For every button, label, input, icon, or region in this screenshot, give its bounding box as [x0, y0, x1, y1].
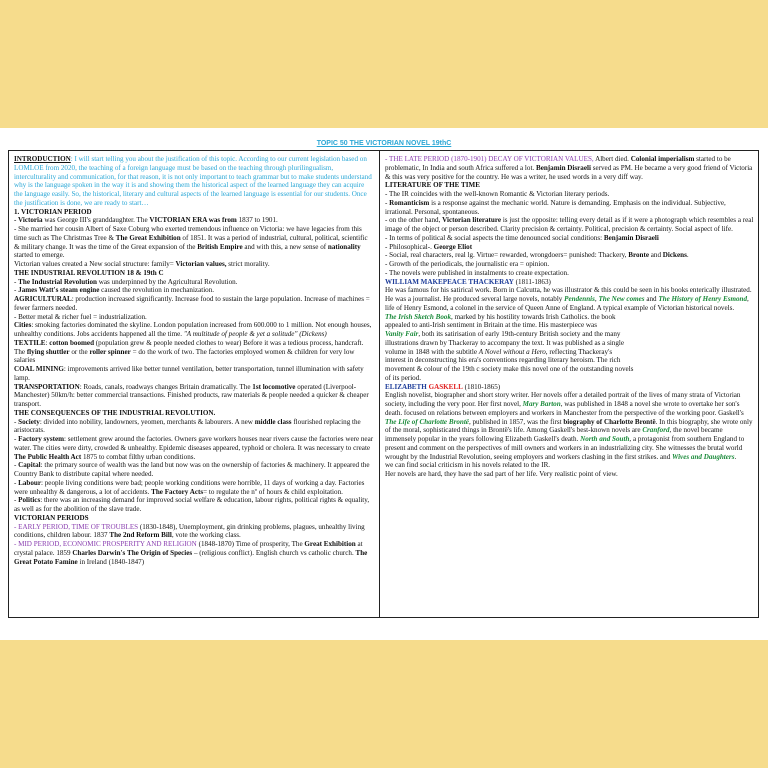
intro-label: INTRODUCTION: [14, 155, 71, 163]
victoria-line: - Victoria was George III's granddaughter. The VICTORIAN ERA was from 1837 to 1901.: [14, 216, 278, 225]
cities-paragraph: Cities: smoking factories dominated the skyline. London population increased from 600.000 to 1 million. Not enough houses, unhealthy conditions. Jobs accidents happened all the time. "A multitude of people & yet a solitude" (Dickens): [14, 321, 372, 338]
mid-period-paragraph: - MID PERIOD, ECONOMIC PROSPERITY AND RELIGION (1848-1870) Time of prosperity, The Great Exhibition at crystal palace. 1859 Charles Darwin's The Origin of Species – (religious conflict). English church vs catholic church. The Great Potato Famine in Ireland (1840-1847): [14, 540, 368, 566]
victorian-literature-paragraph: - on the other hand, Victorian literature is just the opposite: telling every detail as if it were a photograph which resembles a real image of the object or person described. Clarity precision & certainty. Political, precision & certainty. Social aspect of life.: [385, 216, 754, 233]
section-victorian-periods: VICTORIAN PERIODS: [14, 513, 89, 522]
left-column: [14, 155, 374, 566]
thackeray-line-10: movement & colour of the 19th c society make this novel one of the outstanding novels: [385, 365, 634, 373]
lit-line-instalments: - The novels were published in instalments to create expectation.: [385, 268, 569, 277]
right-column: [385, 155, 755, 479]
early-period-paragraph: - EARLY PERIOD, TIME OF TROUBLES (1830-1848), Unemployment, gin drinking problems, plagues, unhealthy living conditions, children labour. 1837 The 2nd Reform Bill, vote the working class.: [14, 522, 365, 540]
document-page: [0, 128, 768, 640]
late-period-paragraph: - THE LATE PERIOD (1870-1901) DECAY OF VICTORIAN VALUES, Albert died. Colonial imperialism started to be problematic, In India and south Africa suffered a lot. Benjamin Disraeli served as PM. He became a very good friend of Victoria & this was very positive for the country. He was a writer, he used words in a very diff way.: [385, 155, 753, 181]
romanticism-paragraph: - Romanticism is a response against the mechanic world. Nature is demanding. Emphasis on the individual. Subjective, irrational. Personal, spontaneous.: [385, 198, 726, 216]
lit-line-periodicals: - Growth of the periodicals, the journalistic era = opinion.: [385, 260, 550, 268]
lit-line-philosophical: - Philosophical-. George Eliot: [385, 242, 473, 251]
politics-paragraph: - Politics: there was an increasing demand for improved social welfare & education, labour rights, political rights & equality, as well as for the abolition of the slave trade.: [14, 496, 370, 513]
textile-paragraph: TEXTILE: cotton boomed (population grew & people needed clothes to wear) Before it was a tedious process, handcraft. The flying shuttler or the roller spinner = do the work of two. The factories employed women & children for very low salaries: [14, 338, 364, 365]
thackeray-line-4: appealed to anti-Irish sentiment in Britain at the time. His masterpiece was: [385, 321, 597, 330]
agricultural-paragraph: AGRICULTURAL: production increased significantly. Increase food to sustain the large population. Increase of machines = fewer farmers needed.: [14, 295, 370, 312]
thackeray-line-6: illustrations drawn by Thackeray to accompany the text. It was published as a single: [385, 338, 625, 347]
section-literature: LITERATURE OF THE TIME: [385, 181, 480, 190]
section-victorian-period: 1. VICTORIAN PERIOD: [14, 207, 92, 216]
thackeray-line-11: of its period.: [385, 373, 422, 382]
transportation-paragraph: TRANSPORTATION: Roads, canals, roadways changes Britain dramatically. The 1st locomotive operated (Liverpool-Manchester) 50km/h: better commercial transactions. Finished products, raw materials & people needed a quicker & cheaper transport.: [14, 382, 369, 408]
lit-line-social: - Social, real characters, real lg. Virtue= rewarded, wrongdoers= punished: Thackery, Bronte and Dickens.: [385, 251, 689, 260]
section-consequences: THE CONSEQUENCES OF THE INDUSTRIAL REVOLUTION.: [14, 408, 216, 417]
coal-mining-paragraph: COAL MINING: improvements arrived like better tunnel ventilation, better transportation, tunnel illumination with safety lamp.: [14, 365, 364, 382]
ir-line-metal: - Better metal & richer fuel = industrialization.: [14, 312, 147, 321]
lit-line-1: - The IR coincides with the well-known Romantic & Victorian literary periods.: [385, 190, 610, 198]
thackeray-line-7: volume in 1848 with the subtitle A Novel without a Hero, reflecting Thackeray's: [385, 347, 613, 356]
column-divider: [379, 151, 380, 617]
thackeray-line-9: interest in deconstructing his era's conventions regarding literary heroism. The rich: [385, 356, 621, 365]
irish-sketch-line: The Irish Sketch Book, marked by his hostility towards Irish Catholics. the book: [385, 312, 616, 321]
document-title: TOPIC 50 THE VICTORIAN NOVEL 19thC: [316, 140, 452, 147]
ir-line-2: - James Watt's steam engine caused the revolution in mechanization.: [14, 286, 215, 295]
factory-system-paragraph: - Factory system: settlement grew around the factories. Owners gave workers houses near rivers cause the factories were near water. The cities were dirty, crowded & unhealthy. Epidemic diseases appeared, typhoid or cholera. It was necessary to create The Public Health Act 1875 to combat filthy urban conditions.: [14, 435, 374, 461]
ir-line-1: - The Industrial Revolution was underpinned by the Agricultural Revolution.: [14, 277, 238, 286]
albert-paragraph: - She married her cousin Albert of Saxe Coburg who exerted tremendous influence on Victoria: we have legacies from this time such as The Christmas Tree & The Great Exhibition of 1851. It was a period of industrial, cultural, political, scientific & military change. It was the time of the Great expansion of the British Empire and with this, a new sense of nationality started to emerge.: [14, 225, 368, 260]
lit-line-political: - In terms of political & social aspects the time denounced social conditions: Benjamin Disraeli: [385, 233, 659, 242]
section-industrial-revolution: THE INDUSTRIAL REVOLUTION 18 & 19th C: [14, 268, 164, 277]
victorian-values-line: Victorian values created a New social structure: family= Victorian values, strict morality.: [14, 260, 270, 268]
introduction-paragraph: [14, 155, 374, 208]
thackeray-heading: WILLIAM MAKEPEACE THACKERAY (1811-1863): [385, 277, 551, 286]
society-paragraph: - Society: divided into nobility, landowners, yeomen, merchants & labourers. A new middle class flourished replacing the aristocrats.: [14, 417, 361, 435]
gaskell-line-realistic: Her novels are hard, they have the sad part of her life. Very realistic point of view.: [385, 470, 618, 478]
labour-paragraph: - Labour: people living conditions were bad; people working conditions were horrible, 11 days of working a day. Factories were unhealthy & dangerous, a lot of accidents. The Factory Acts= to regulate the nº of hours & child exploitation.: [14, 478, 365, 496]
capital-paragraph: - Capital: the primary source of wealth was the land but now was on the ownership of factories & machinery. It appeared the Country Bank to distribute capital where needed.: [14, 461, 370, 478]
gaskell-line-criticism: we can find social criticism in his novels related to the IR.: [385, 461, 551, 470]
gaskell-heading: ELIZABETH GASKELL (1810-1865): [385, 382, 501, 391]
intro-text: : I will start telling you about the justification of this topic. According to our current legislation based on LOMLOE from 2020, the teaching of a foreign language must be based on the teaching through plurilingualism, interculturality and communication, for that reason, it is not only important to teach grammar but to make students understand why is the language spoken in the way it is and showing them the historical aspect of the learned language they can acquire the language easily. So, the historical, literary and cultural aspects of the learned language is essential for our students. Once the justification is done, we are ready to start…: [14, 155, 372, 207]
gaskell-paragraph: English novelist, biographer and short story writer. Her novels offer a detailed portrait of the lives of many strata of Victorian society, including the very poor. Her first novel, Mary Barton, was published in 1848 a novel she wrote to overtake her son's death. focused on relations between employers and workers in Manchester from the perspective of the working poor. Gaskell's The Life of Charlotte Brontë, published in 1857, was the first biography of Charlotte Brontë. In this biography, she wrote only of the moral, sophisticated things in Brontë's life. Among Gaskell's best-known novels are Cranford, the novel became immensely popular in the years following Elizabeth Gaskell's death. North and South, a protagonist from southern England to present and comment on the perspectives of mill owners and workers in an industrializing city. She witnesses the brutal world wrought by the Industrial Revolution, seeing employers and workers clashing in the first strikes. and Wives and Daughters.: [385, 391, 753, 461]
two-column-table: [8, 150, 759, 618]
thackeray-paragraph: He was famous for his satirical work. Born in Calcutta, he was illustrator & this could be seen in his books enterically illustrated. He was a journalist. He produced several large novels, notably Pendennis, The New comes and The History of Henry Esmond, life of Henry Esmond, a colonel in the service of Queen Anne of England. A typical example of Victorian historical novels.: [385, 286, 752, 312]
vanity-fair-line: Vanity Fair, both its satirisation of early 19th-century British society and the many: [385, 330, 621, 338]
